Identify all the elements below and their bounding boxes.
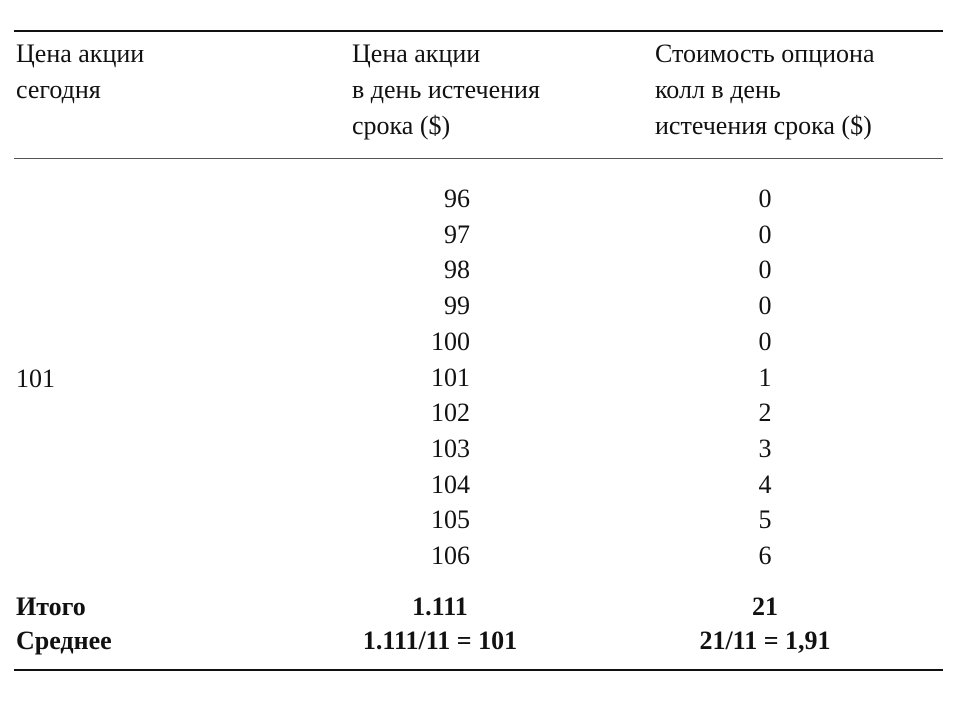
expiry-price-cell: 102 — [431, 398, 470, 427]
header-col-today-price — [16, 36, 144, 108]
expiry-price-cell: 96 — [444, 184, 470, 213]
expiry-price-cell: 103 — [431, 434, 470, 463]
header-line: колл в день — [655, 75, 781, 104]
header-line: в день истечения — [352, 75, 540, 104]
average-expiry-price: 1.111/11 = 101 — [362, 626, 518, 655]
header-line: Цена акции — [352, 39, 481, 68]
call-value-cell: 2 — [758, 398, 772, 427]
total-label: Итого — [16, 592, 86, 621]
call-value-cell: 3 — [758, 434, 772, 463]
call-value-cell: 0 — [758, 184, 772, 213]
expiry-price-cell: 98 — [444, 255, 470, 284]
header-line: Цена акции — [16, 39, 145, 68]
call-value-cell: 0 — [758, 291, 772, 320]
header-line: истечения срока ($) — [655, 111, 872, 140]
expiry-price-cell: 105 — [431, 505, 470, 534]
expiry-price-cell: 99 — [444, 291, 470, 320]
call-value-cell: 0 — [758, 220, 772, 249]
call-value-cell: 6 — [758, 541, 772, 570]
table-bottom-rule — [14, 669, 943, 671]
average-call-value: 21/11 = 1,91 — [699, 626, 831, 655]
expiry-price-cell: 97 — [444, 220, 470, 249]
table-top-rule — [14, 30, 943, 32]
total-call-value: 21 — [752, 592, 778, 621]
header-line: сегодня — [16, 75, 101, 104]
expiry-price-cell: 100 — [431, 327, 470, 356]
call-value-cell: 0 — [758, 327, 772, 356]
call-value-cell: 0 — [758, 255, 772, 284]
header-line: срока ($) — [352, 111, 451, 140]
header-line: Стоимость опциона — [655, 39, 875, 68]
total-expiry-price: 1.111 — [412, 592, 468, 621]
call-value-cell: 4 — [758, 470, 772, 499]
call-value-cell: 1 — [758, 363, 772, 392]
expiry-price-cell: 106 — [431, 541, 470, 570]
today-price-value: 101 — [16, 364, 55, 393]
expiry-price-cell: 101 — [431, 363, 470, 392]
header-separator-rule — [14, 158, 943, 159]
average-label: Среднее — [16, 626, 112, 655]
header-col-call-value — [655, 36, 875, 144]
expiry-price-cell: 104 — [431, 470, 470, 499]
call-value-cell: 5 — [758, 505, 772, 534]
header-col-expiry-price — [352, 36, 540, 144]
